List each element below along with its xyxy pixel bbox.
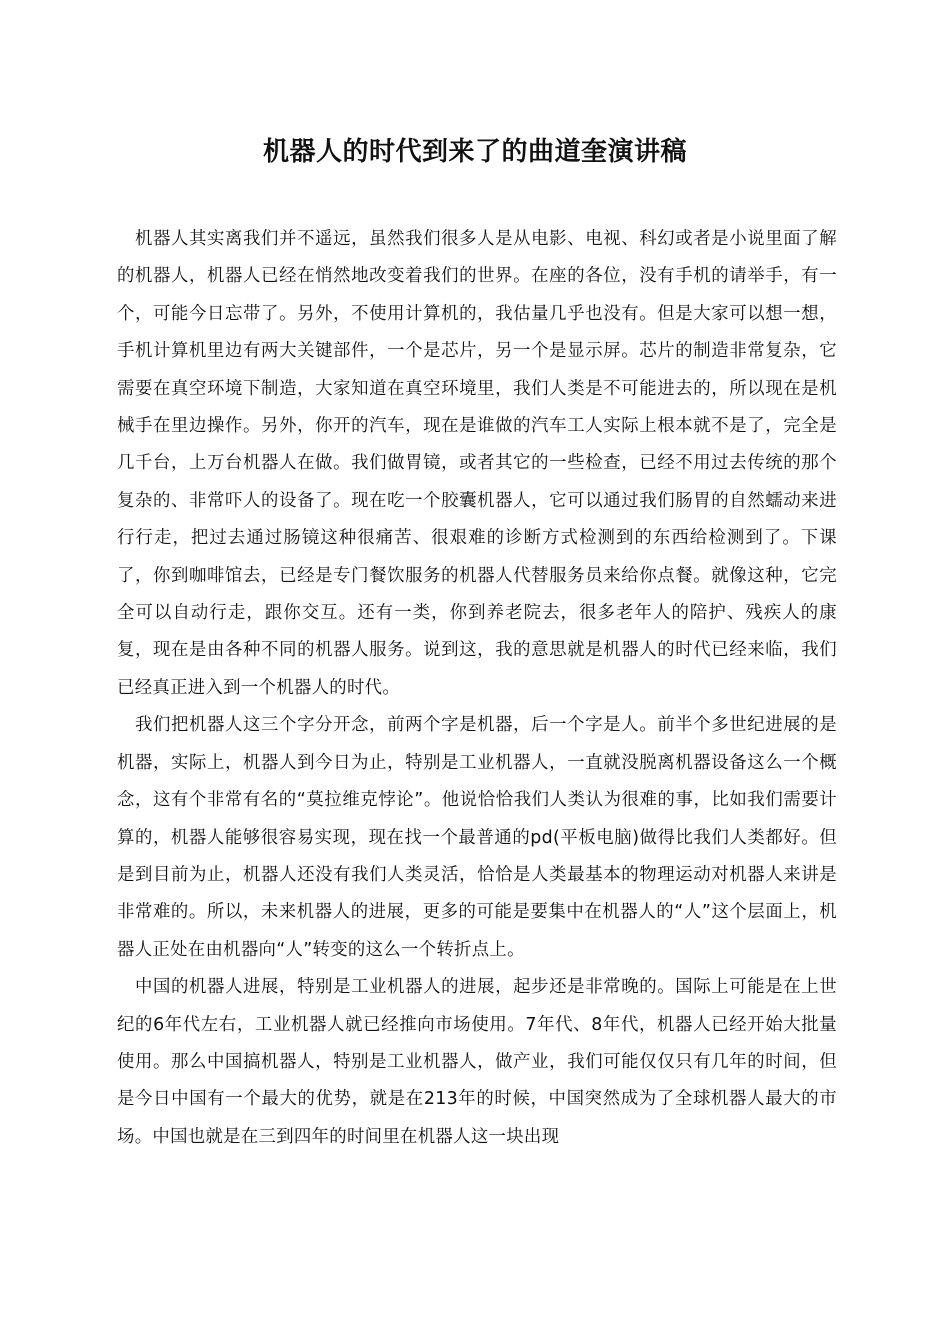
document-title: 机器人的时代到来了的曲道奎演讲稿 (262, 137, 687, 167)
paragraph: 我们把机器人这三个字分开念，前两个字是机器，后一个字是人。前半个多世纪进展的是机器，实际上，机器人到今日为止，特别是工业机器人，一直就没脱离机器设备这么一个概念，这有个非常有名的“莫拉维克悖论”。他说恰恰我们人类认为很难的事，比如我们需要计算的，机器人能够很容易实现，现在找一个最普通的pd(平板电脑)做得比我们人类都好。但是到目前为止，机器人还没有我们人类灵活，恰恰是人类最基本的物理运动对机器人来讲是非常难的。所以，未来机器人的进展，更多的可能是要集中在机器人的“人”这个层面上，机器人正处在由机器向“人”转变的这么一个转折点上。 (117, 715, 837, 960)
paragraph: 机器人其实离我们并不遥远，虽然我们很多人是从电影、电视、科幻或者是小说里面了解的机器人，机器人已经在悄然地改变着我们的世界。在座的各位，没有手机的请举手，有一个，可能今日忘带了。另外，不使用计算机的，我估量几乎也没有。但是大家可以想一想，手机计算机里边有两大关键部件，一个是芯片，另一个是显示屏。芯片的制造非常复杂，它需要在真空环境下制造，大家知道在真空环境里，我们人类是不可能进去的，所以现在是机械手在里边操作。另外，你开的汽车，现在是谁做的汽车工人实际上根本就不是了，完全是几千台，上万台机器人在做。我们做胃镜，或者其它的一些检查，已经不用过去传统的那个复杂的、非常吓人的设备了。现在吃一个胶囊机器人，它可以通过我们肠胃的自然蠕动来进行行走，把过去通过肠镜这种很痛苦、很艰难的诊断方式检测到的东西给检测到了。下课了，你到咖啡馆去，已经是专门餐饮服务的机器人代替服务员来给你点餐。就像这种，它完全可以自动行走，跟你交互。还有一类，你到养老院去，很多老年人的陪护、残疾人的康复，现在是由各种不同的机器人服务。说到这，我的意思就是机器人的时代已经来临，我们已经真正进入到一个机器人的时代。 (117, 229, 837, 698)
paragraph: 中国的机器人进展，特别是工业机器人的进展，起步还是非常晚的。国际上可能是在上世纪的6年代左右，工业机器人就已经推向市场使用。7年代、8年代，机器人已经开始大批量使用。那么中国搞机器人，特别是工业机器人，做产业，我们可能仅仅只有几年的时间，但是今日中国有一个最大的优势，就是在213年的时候，中国突然成为了全球机器人最大的市场。中国也就是在三到四年的时间里在机器人这一块出现 (117, 977, 837, 1147)
document-body (117, 221, 837, 1156)
